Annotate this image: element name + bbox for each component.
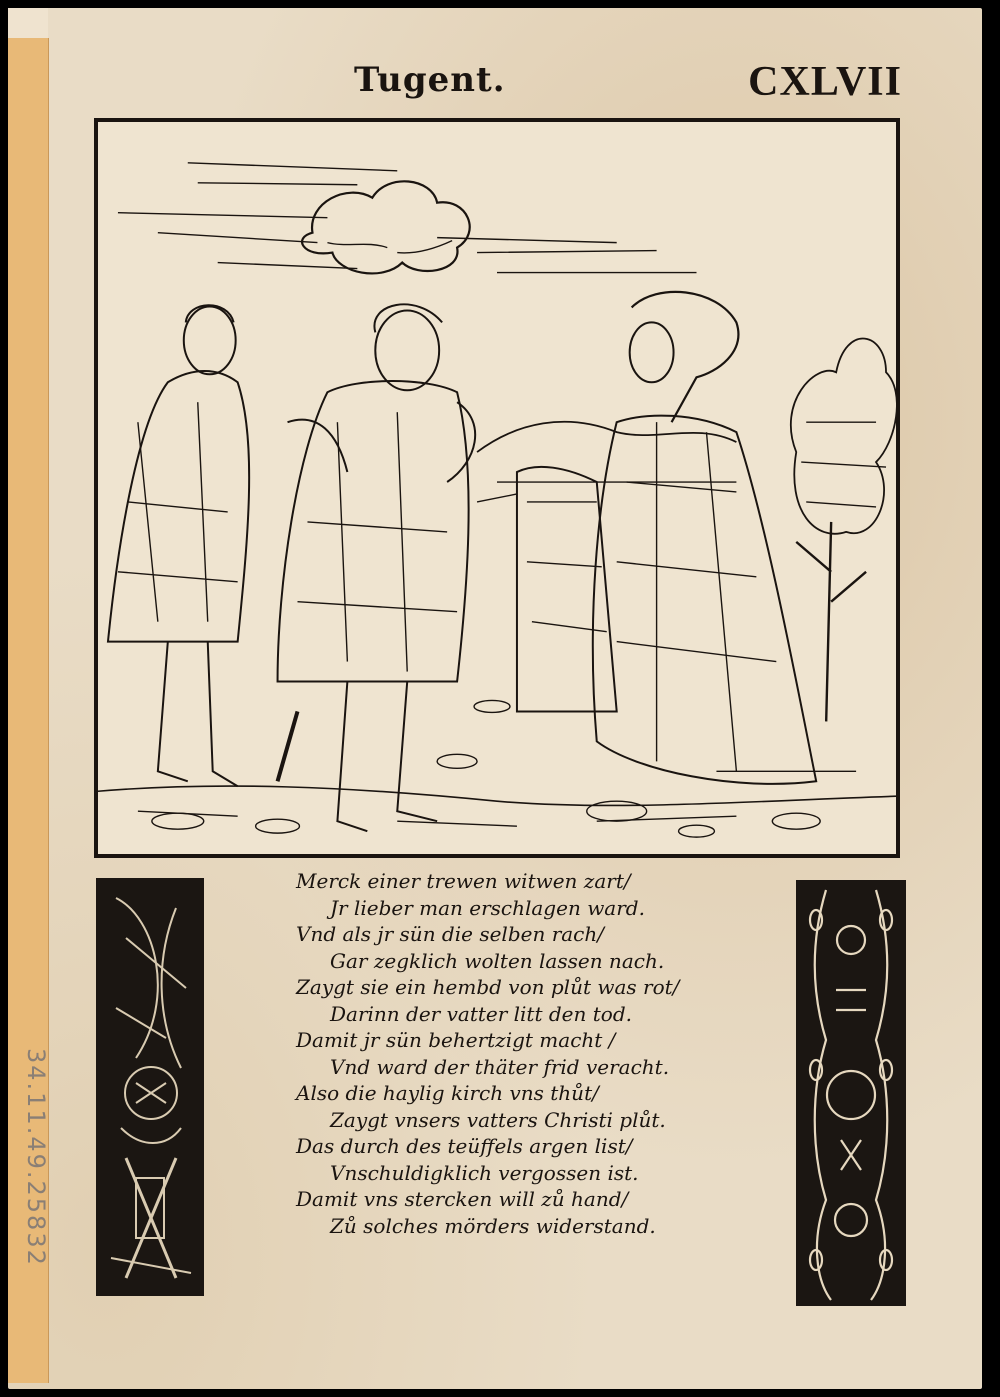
verse-line: Vnd ward der thäter frid veracht. bbox=[330, 1054, 670, 1079]
folio-number: CXLVII bbox=[748, 59, 902, 105]
verse-line: Damit jr sün behertzigt macht / bbox=[296, 1028, 616, 1052]
woodcut-scene bbox=[98, 122, 896, 854]
verse-line: Gar zegklich wolten lassen nach. bbox=[330, 948, 665, 973]
verse-line: Zů solches mörders widerstand. bbox=[330, 1213, 656, 1238]
verse-line: Zaygt sie ein hembd von plůt was rot/ bbox=[296, 975, 680, 999]
book-page bbox=[8, 8, 982, 1389]
page-edge bbox=[8, 8, 48, 38]
woodcut-illustration bbox=[94, 118, 900, 858]
trophy-ornament bbox=[96, 878, 204, 1296]
ornament-border-left bbox=[96, 878, 204, 1296]
verse-line: Also die haylig kirch vns thůt/ bbox=[296, 1081, 599, 1105]
verse-line: Zaygt vnsers vatters Christi plůt. bbox=[330, 1107, 666, 1132]
verse-line: Das durch des teüffels argen list/ bbox=[296, 1134, 633, 1158]
verse-line: Vnd als jr sün die selben rach/ bbox=[296, 922, 604, 946]
verse-line: Vnschuldigklich vergossen ist. bbox=[330, 1160, 639, 1185]
ornament-border-right bbox=[796, 880, 906, 1306]
page-header bbox=[348, 56, 908, 106]
accession-number: 34.11.49.25832 bbox=[22, 1048, 50, 1267]
verse-block bbox=[296, 868, 736, 1239]
running-title: Tugent. bbox=[354, 60, 506, 100]
verse-line: Merck einer trewen witwen zart/ bbox=[296, 869, 631, 893]
pencil-accession-note bbox=[16, 1048, 56, 1348]
verse-line: Darinn der vatter litt den tod. bbox=[330, 1001, 632, 1026]
foliage-ornament bbox=[796, 880, 906, 1306]
verse-line: Damit vns stercken will zů hand/ bbox=[296, 1187, 629, 1211]
verse-line: Jr lieber man erschlagen ward. bbox=[330, 895, 645, 920]
